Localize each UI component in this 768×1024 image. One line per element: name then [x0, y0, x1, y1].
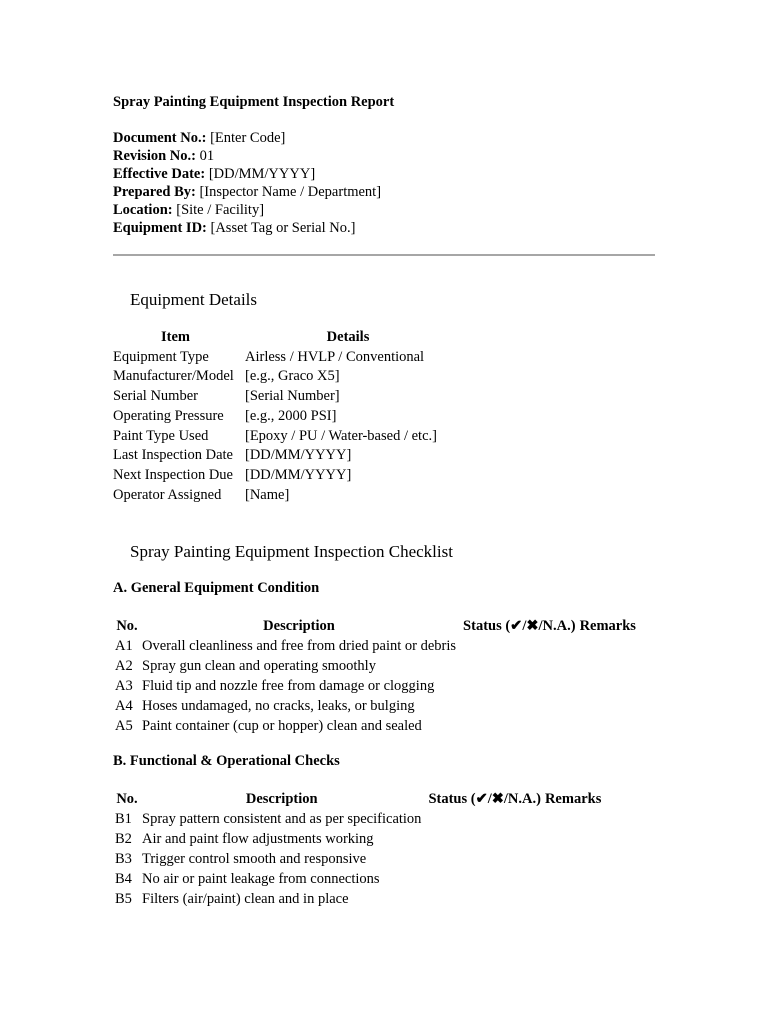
table-row — [113, 809, 604, 829]
checklist-item-no: A1 — [115, 638, 133, 654]
checklist-item-description: Fluid tip and nozzle free from damage or clogging — [142, 678, 435, 694]
table-row — [113, 407, 458, 427]
status-cell[interactable] — [424, 809, 545, 829]
column-header-status: Status (✔/✖/N.A.) — [463, 618, 576, 634]
table-row — [113, 696, 639, 716]
table-row — [113, 676, 639, 696]
equipment-detail: [DD/MM/YYYY] — [245, 447, 352, 464]
table-row — [113, 829, 604, 849]
meta-value: 01 — [195, 148, 215, 164]
checklist-item-description: Filters (air/paint) clean and in place — [142, 891, 349, 907]
table-row — [113, 656, 639, 676]
table-row — [113, 716, 639, 736]
equipment-item: Last Inspection Date — [113, 447, 233, 464]
equipment-detail: Airless / HVLP / Conventional — [245, 348, 425, 365]
equipment-item: Manufacturer/Model — [113, 368, 234, 385]
meta-value: [Inspector Name / Department] — [195, 184, 382, 200]
meta-prepared-by — [113, 183, 381, 201]
table-row — [113, 889, 604, 909]
equipment-detail: [Serial Number] — [245, 388, 340, 405]
equipment-detail: [DD/MM/YYYY] — [245, 466, 352, 483]
column-header-no: No. — [116, 618, 138, 634]
status-cell[interactable] — [459, 656, 580, 676]
meta-value: [Asset Tag or Serial No.] — [206, 220, 356, 236]
checklist-heading: Spray Painting Equipment Inspection Checklist — [130, 542, 453, 561]
checklist-item-no: B3 — [115, 851, 132, 867]
document-title: Spray Painting Equipment Inspection Report — [113, 94, 395, 110]
checklist-item-description: Paint container (cup or hopper) clean and sealed — [142, 718, 422, 734]
checklist-item-description: No air or paint leakage from connections — [142, 871, 380, 887]
checklist-item-no: A5 — [115, 718, 133, 734]
equipment-detail: [Name] — [245, 486, 290, 503]
section-a-checklist-table — [113, 616, 639, 736]
meta-value: [Site / Facility] — [172, 202, 265, 218]
table-row — [113, 348, 458, 368]
table-row — [113, 486, 458, 506]
equipment-item: Serial Number — [113, 388, 198, 405]
meta-location — [113, 201, 381, 219]
column-header-remarks: Remarks — [544, 791, 602, 807]
horizontal-divider — [113, 254, 655, 256]
meta-label: Document No.: — [113, 130, 207, 146]
document-metadata — [113, 129, 381, 237]
status-cell[interactable] — [459, 636, 580, 656]
meta-label: Prepared By: — [113, 184, 196, 200]
meta-effective-date — [113, 165, 381, 183]
column-header-item: Item — [161, 329, 190, 345]
equipment-detail: [Epoxy / PU / Water-based / etc.] — [245, 427, 437, 444]
equipment-item: Operating Pressure — [113, 407, 224, 424]
meta-label: Effective Date: — [113, 166, 206, 182]
table-row — [113, 387, 458, 407]
checklist-item-no: A4 — [115, 698, 133, 714]
checklist-item-no: B2 — [115, 831, 132, 847]
status-cell[interactable] — [459, 696, 580, 716]
meta-equipment-id — [113, 219, 381, 237]
meta-value: [DD/MM/YYYY] — [205, 166, 316, 182]
remarks-cell[interactable] — [545, 889, 604, 909]
remarks-cell[interactable] — [580, 716, 639, 736]
remarks-cell[interactable] — [545, 849, 604, 869]
section-b-heading: B. Functional & Operational Checks — [113, 753, 340, 769]
status-cell[interactable] — [459, 716, 580, 736]
column-header-description: Description — [245, 791, 318, 807]
table-row — [113, 367, 458, 387]
column-header-status: Status (✔/✖/N.A.) — [428, 791, 541, 807]
table-row — [113, 446, 458, 466]
column-header-remarks: Remarks — [579, 618, 636, 634]
meta-document-no — [113, 129, 381, 147]
status-cell[interactable] — [424, 889, 545, 909]
table-row — [113, 636, 639, 656]
table-header-row — [113, 328, 458, 348]
section-b-checklist-table — [113, 789, 604, 909]
remarks-cell[interactable] — [545, 829, 604, 849]
equipment-detail: [e.g., 2000 PSI] — [245, 407, 337, 424]
status-cell[interactable] — [459, 676, 580, 696]
column-header-no: No. — [116, 791, 138, 807]
remarks-cell[interactable] — [580, 676, 639, 696]
table-row — [113, 427, 458, 447]
checklist-item-description: Air and paint flow adjustments working — [142, 831, 374, 847]
checklist-item-description: Trigger control smooth and responsive — [142, 851, 367, 867]
meta-label: Revision No.: — [113, 148, 196, 164]
meta-revision-no — [113, 147, 381, 165]
checklist-item-no: B1 — [115, 811, 132, 827]
meta-label: Location: — [113, 202, 173, 218]
column-header-details: Details — [326, 329, 370, 345]
remarks-cell[interactable] — [580, 656, 639, 676]
meta-label: Equipment ID: — [113, 220, 207, 236]
status-cell[interactable] — [424, 829, 545, 849]
checklist-item-no: B4 — [115, 871, 132, 887]
equipment-item: Equipment Type — [113, 348, 209, 365]
table-row — [113, 849, 604, 869]
table-row — [113, 869, 604, 889]
remarks-cell[interactable] — [545, 869, 604, 889]
meta-value: [Enter Code] — [206, 130, 286, 146]
checklist-item-description: Spray gun clean and operating smoothly — [142, 658, 376, 674]
remarks-cell[interactable] — [580, 636, 639, 656]
equipment-item: Paint Type Used — [113, 427, 209, 444]
equipment-details-table — [113, 328, 458, 505]
table-header-row — [113, 789, 604, 809]
checklist-item-description: Spray pattern consistent and as per specification — [142, 811, 422, 827]
status-cell[interactable] — [424, 869, 545, 889]
status-cell[interactable] — [424, 849, 545, 869]
checklist-item-description: Hoses undamaged, no cracks, leaks, or bulging — [142, 698, 415, 714]
remarks-cell[interactable] — [580, 696, 639, 716]
checklist-item-no: B5 — [115, 891, 132, 907]
remarks-cell[interactable] — [545, 809, 604, 829]
table-header-row — [113, 616, 639, 636]
equipment-item: Operator Assigned — [113, 486, 222, 503]
equipment-item: Next Inspection Due — [113, 466, 233, 483]
checklist-item-no: A3 — [115, 678, 133, 694]
equipment-detail: [e.g., Graco X5] — [245, 368, 340, 385]
equipment-details-heading: Equipment Details — [130, 290, 258, 309]
section-a-heading: A. General Equipment Condition — [113, 580, 320, 596]
checklist-item-no: A2 — [115, 658, 133, 674]
checklist-item-description: Overall cleanliness and free from dried paint or debris — [142, 638, 457, 654]
table-row — [113, 466, 458, 486]
column-header-description: Description — [263, 618, 335, 634]
